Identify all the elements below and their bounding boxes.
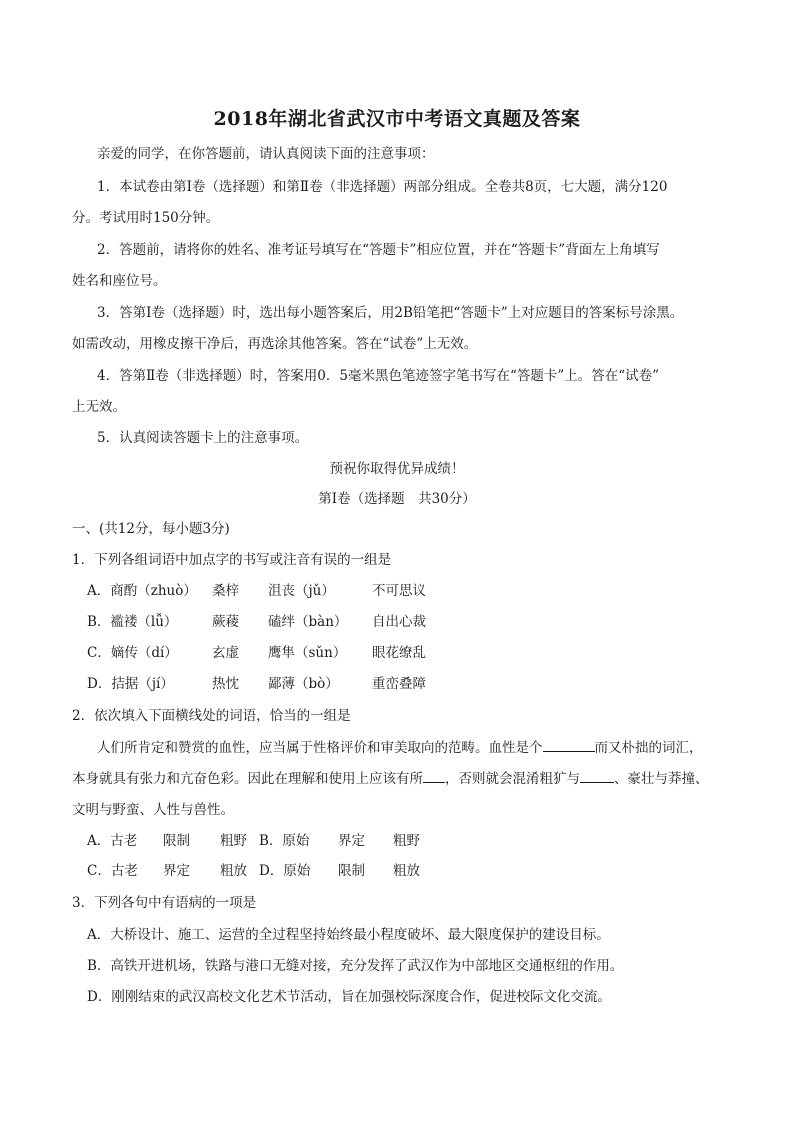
page-title: 2018年湖北省武汉市中考语文真题及答案	[213, 108, 581, 130]
question-1-stem: 1．下列各组词语中加点字的书写或注音有误的一组是	[72, 552, 392, 568]
q1-option-a-word-3: 沮丧（jǔ）	[268, 583, 335, 599]
fill-blank-1	[543, 738, 595, 752]
q2-option-a-word-3: 粗野	[220, 833, 247, 849]
note-4-line-1: 4．答第Ⅱ卷（非选择题）时，答案用0．5毫米黑色笔迹签字笔书写在“答题卡”上。答在“试卷”	[97, 368, 660, 384]
q2-option-c-word-3: 粗放	[220, 863, 247, 879]
q2-option-d-word-2: 限制	[338, 863, 365, 879]
q1-option-c-word-2: 玄虚	[212, 645, 239, 661]
q2-passage-2a: 本身就具有张力和亢奋色彩。因此在理解和使用上应该有所	[72, 771, 423, 787]
q3-option-d: D．刚刚结束的武汉高校文化艺术节活动，旨在加强校际深度合作，促进校际文化交流。	[87, 989, 611, 1005]
q2-option-c-word-2: 界定	[163, 863, 190, 879]
q2-passage-line-2	[72, 769, 709, 789]
q3-option-a: A．大桥设计、施工、运营的全过程坚持始终最小程度破坏、最大限度保护的建设目标。	[87, 927, 610, 943]
q1-option-d: D．拮据（jí）	[87, 676, 174, 692]
q1-option-a: A．商酌（zhuò）	[87, 583, 197, 599]
q1-option-d-word-4: 重峦叠障	[372, 676, 426, 692]
note-3-line-2: 如需改动，用橡皮擦干净后，再选涂其他答案。答在“试卷”上无效。	[72, 336, 478, 352]
part-1-title: 第Ⅰ卷（选择题 共30分）	[318, 491, 476, 507]
section-1-heading: 一、(共12分，每小题3分)	[72, 521, 230, 537]
note-5: 5．认真阅读答题卡上的注意事项。	[97, 430, 309, 446]
q2-option-b-word-2: 界定	[338, 833, 365, 849]
q2-option-d-word-3: 粗放	[393, 863, 420, 879]
fill-blank-2	[423, 769, 445, 783]
question-3-stem: 3．下列各句中有语病的一项是	[72, 895, 257, 911]
q1-option-b-word-3: 磕绊（bàn）	[268, 614, 348, 630]
q2-option-c: C．古老	[87, 863, 138, 879]
note-1-line-2: 分。考试用时150分钟。	[72, 210, 220, 226]
note-4-line-2: 上无效。	[72, 399, 126, 415]
q2-option-b: B．原始	[259, 833, 310, 849]
q2-passage-1b: 而又朴拙的词汇，	[594, 740, 703, 756]
q2-passage-line-3: 文明与野蛮、人性与兽性。	[72, 802, 234, 818]
q1-option-d-word-2: 热忱	[212, 676, 239, 692]
note-3-line-1: 3．答第Ⅰ卷（选择题）时，选出每小题答案后，用2B铅笔把“答题卡”上对应题目的答案标号涂黑。	[97, 305, 684, 321]
q1-option-a-word-4: 不可思议	[372, 583, 426, 599]
q1-option-c: C．嫡传（dí）	[87, 645, 178, 661]
q1-option-c-word-3: 鹰隼（sǔn）	[268, 645, 347, 661]
note-2-line-1: 2．答题前，请将你的姓名、准考证号填写在“答题卡”相应位置，并在“答题卡”背面左上角填写	[97, 242, 660, 258]
q2-option-b-word-3: 粗野	[393, 833, 420, 849]
q1-option-c-word-4: 眼花缭乱	[372, 645, 426, 661]
q2-passage-2b: ，否则就会混淆粗犷与	[445, 771, 580, 787]
q2-passage-2c: 、豪壮与莽撞、	[614, 771, 709, 787]
note-1-line-1: 1．本试卷由第Ⅰ卷（选择题）和第Ⅱ卷（非选择题）两部分组成。全卷共8页，七大题，满分120	[97, 179, 668, 195]
q1-option-b-word-4: 自出心裁	[372, 614, 426, 630]
greeting: 亲爱的同学，在你答题前，请认真阅读下面的注意事项：	[97, 146, 435, 162]
q1-option-b-word-2: 蕨薐	[212, 614, 239, 630]
q2-passage-line-1	[97, 738, 703, 758]
question-2-stem: 2．依次填入下面横线处的词语，恰当的一组是	[72, 708, 351, 724]
q2-option-d: D．原始	[259, 863, 311, 879]
q1-option-d-word-3: 鄙薄（bò）	[268, 676, 339, 692]
q1-option-b: B．褴褛（lǚ）	[87, 614, 178, 630]
q1-option-a-word-2: 桑梓	[212, 583, 239, 599]
wish-text: 预祝你取得优异成绩！	[329, 461, 465, 477]
q2-passage-1a: 人们所肯定和赞赏的血性，应当属于性格评价和审美取向的范畴。血性是个	[97, 740, 543, 756]
note-2-line-2: 姓名和座位号。	[72, 273, 167, 289]
fill-blank-3	[580, 769, 614, 783]
q3-option-b: B．高铁开进机场，铁路与港口无缝对接，充分发挥了武汉作为中部地区交通枢纽的作用。	[87, 958, 624, 974]
q2-option-a-word-2: 限制	[163, 833, 190, 849]
q2-option-a: A．古老	[87, 833, 138, 849]
